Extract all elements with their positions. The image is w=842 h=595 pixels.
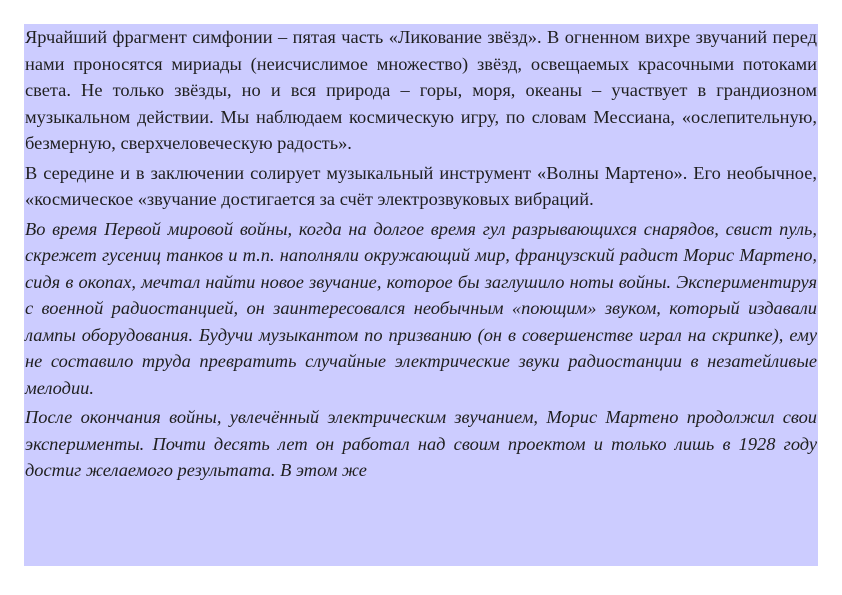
- paragraph-symphony-fifth-part: Ярчайший фрагмент симфонии – пятая часть «Ликование звёзд». В огненном вихре звучаний перед нами проносятся мириады (неисчислимое множество) звёзд, освещаемых красочными потоками света. Не только звёзды, но и вся природа – горы, моря, океаны – участвует в грандиозном музыкальном действии. Мы наблюдаем космическую игру, по словам Мессиана, «ослепительную, безмерную, сверхчеловеческую радость».: [25, 27, 817, 153]
- text-block: [24, 24, 818, 566]
- paragraph-martenot-wartime: Во время Первой мировой войны, когда на долгое время гул разрывающихся снарядов, свист пуль, скрежет гусениц танков и т.п. наполняли окружающий мир, французский радист Морис Мартено, сидя в окопах, мечтал найти новое звучание, которое бы заглушило ноты войны. Экспериментируя с военной радиостанцией, он заинтересовался необычным «поющим» звуком, который издавали лампы оборудования. Будучи музыкантом по призванию (он в совершенстве играл на скрипке), ему не составило труда превратить случайные электрические звуки радиостанции в незатейливые мелодии.: [25, 218, 817, 398]
- paragraph-ondes-martenot: В середине и в заключении солирует музыкальный инструмент «Волны Мартено». Его необычное, «космическое «звучание достигается за счёт электрозвуковых вибраций.: [25, 162, 817, 209]
- paragraph-martenot-postwar: После окончания войны, увлечённый электрическим звучанием, Морис Мартено продолжил свои эксперименты. Почти десять лет он работал над своим проектом и только лишь в 1928 году достиг желаемого результата. В этом же: [25, 407, 817, 480]
